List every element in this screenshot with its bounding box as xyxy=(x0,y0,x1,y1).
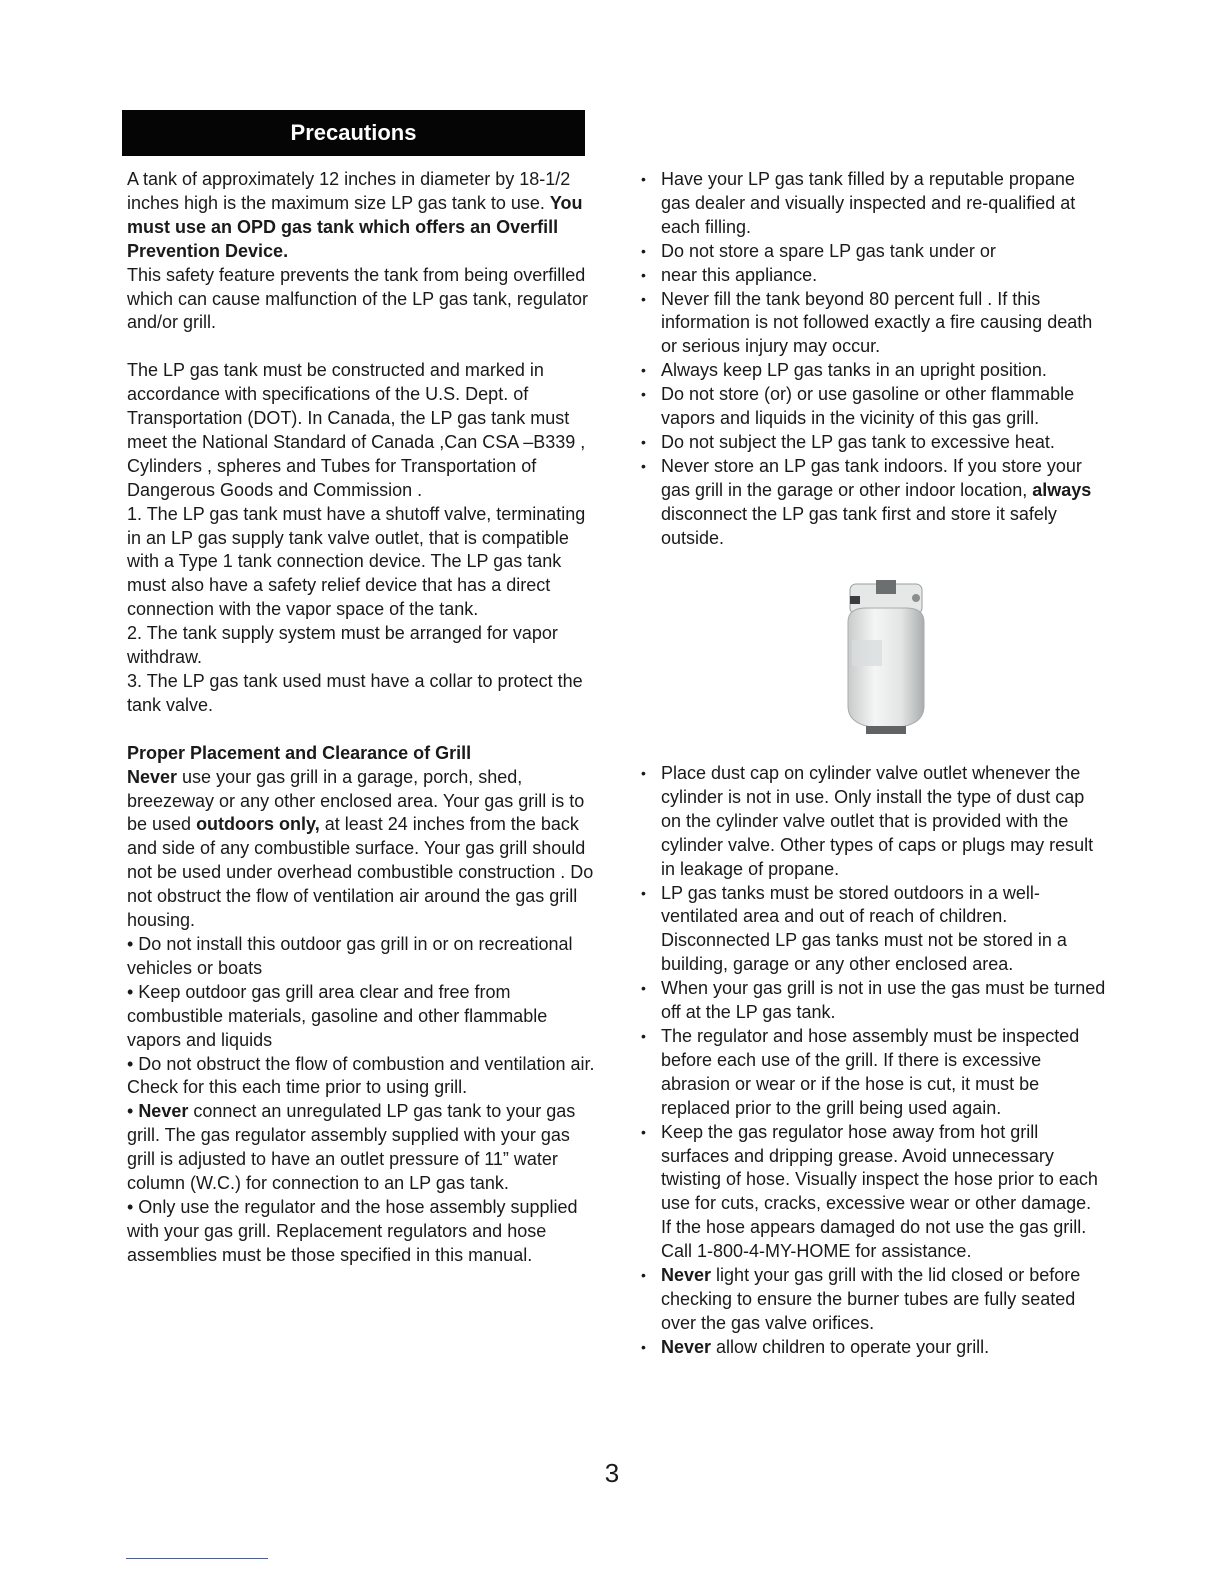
placement-outdoors-only: outdoors only, xyxy=(196,814,320,835)
intro-paragraph xyxy=(127,168,597,264)
page-number: 3 xyxy=(604,1458,620,1488)
bullet-item: • When your gas grill is not in use the gas must be turned off at the LP gas tank. xyxy=(641,977,1106,1025)
bullet-8-text-1: Never store an LP gas tank indoors. If you store your gas grill in the garage or other indoor location, xyxy=(661,455,1082,500)
left-column xyxy=(127,168,597,1268)
placement-never: Never xyxy=(127,766,178,787)
bullet-8-text-2: disconnect the LP gas tank first and store it safely outside. xyxy=(661,503,1057,548)
dot-item-5: • Only use the regulator and the hose assembly supplied with your gas grill. Replacement regulators and hose assemblies must be those specified in this manual. xyxy=(127,1196,578,1265)
placement-text-2: at least 24 inches from the back and side of any combustible surface. Your gas grill should not be used under overhead combustible construction . Do not obstruct the flow of ventilation air around the gas grill housing. xyxy=(127,814,594,931)
bullet-item: • Do not subject the LP gas tank to excessive heat. xyxy=(641,431,1106,455)
numbered-item-3: 3. The LP gas tank used must have a collar to protect the tank valve. xyxy=(127,671,583,715)
bullet-item: • LP gas tanks must be stored outdoors in a well-ventilated area and out of reach of children. Disconnected LP gas tanks must not be stored in a building, garage or any other enclosed area. xyxy=(641,882,1106,978)
bullet-never: Never xyxy=(661,1265,712,1286)
footer-line xyxy=(126,1558,268,1559)
section-heading xyxy=(127,742,597,766)
safety-feature-paragraph: This safety feature prevents the tank from being overfilled which can cause malfunction of the LP gas tank, regulator and/or grill. xyxy=(127,264,588,333)
bullet-never-text: allow children to operate your grill. xyxy=(711,1336,990,1357)
precautions-banner xyxy=(122,110,585,156)
numbered-item-2: 2. The tank supply system must be arranged for vapor withdraw. xyxy=(127,623,558,668)
bullet-item: • Do not store a spare LP gas tank under or xyxy=(641,240,1106,264)
bullet-never: Never xyxy=(661,1336,712,1357)
placement-paragraph xyxy=(127,766,597,933)
intro-bold-text: You must use an OPD gas tank which offers an Overfill Prevention Device. xyxy=(127,192,583,261)
dot-item-2: • Keep outdoor gas grill area clear and free from combustible materials, gasoline and other flammable vapors and liquids xyxy=(127,981,548,1050)
bullet-item xyxy=(641,455,1106,551)
right-column-top xyxy=(641,168,1106,551)
bullet-8-always: always xyxy=(1032,479,1092,500)
dot-paragraph: The LP gas tank must be constructed and marked in accordance with specifications of the U.S. Dept. of Transportation (DOT). In Canada, the LP gas tank must meet the National Standard of Canada ,Can CSA –B339 , Cylinders , spheres and Tubes for Transportation of Dangerous Goods and Commission . xyxy=(127,360,586,500)
bullet-item: • The regulator and hose assembly must be inspected before each use of the grill. If there is excessive abrasion or wear or if the hose is cut, it must be replaced prior to the grill being used again. xyxy=(641,1025,1106,1121)
bullet-item xyxy=(641,1264,1106,1336)
section-heading-text: Proper Placement and Clearance of Grill xyxy=(127,742,472,763)
bullet-item: • Always keep LP gas tanks in an upright position. xyxy=(641,359,1106,383)
dot-item-4 xyxy=(127,1100,597,1196)
banner-title: Precautions xyxy=(290,120,417,145)
dot-item-4-bullet: • xyxy=(127,1101,139,1122)
dot-item-3: • Do not obstruct the flow of combustion and ventilation air. Check for this each time prior to using grill. xyxy=(127,1053,595,1098)
bullet-item xyxy=(641,1336,1106,1360)
bullet-item: • near this appliance. xyxy=(641,264,1106,288)
dot-item-1: • Do not install this outdoor gas grill in or on recreational vehicles or boats xyxy=(127,933,573,978)
dot-item-4-never: Never xyxy=(138,1101,189,1122)
bullet-item: • Never fill the tank beyond 80 percent full . If this information is not followed exactly a fire causing death or serious injury may occur. xyxy=(641,288,1106,360)
right-column-bottom xyxy=(641,762,1106,1360)
bullet-item: • Keep the gas regulator hose away from hot grill surfaces and dripping grease. Avoid unnecessary twisting of hose. Visually inspect the hose prior to each use for cuts, cracks, excessive wear or other damage. If the hose appears damaged do not use the gas grill. Call 1-800-4-MY-HOME for assistance. xyxy=(641,1121,1106,1264)
bullet-item: • Place dust cap on cylinder valve outlet whenever the cylinder is not in use. Only install the type of dust cap on the cylinder valve outlet that is provided with the cylinder valve. Other types of caps or plugs may result in leakage of propane. xyxy=(641,762,1106,882)
numbered-item-1: 1. The LP gas tank must have a shutoff valve, terminating in an LP gas supply tank valve outlet, that is compatible with a Type 1 tank connection device. The LP gas tank must also have a safety relief device that has a direct connection with the vapor space of the tank. xyxy=(127,503,586,620)
bullet-item: • Do not store (or) or use gasoline or other flammable vapors and liquids in the vicinity of this gas grill. xyxy=(641,383,1106,431)
placement-text-1: use your gas grill in a garage, porch, shed, breezeway or any other enclosed area. Your gas grill is to be used xyxy=(127,766,585,835)
dot-item-4-text: connect an unregulated LP gas tank to your gas grill. The gas regulator assembly supplied with your gas grill is adjusted to have an outlet pressure of 11” water column (W.C.) for connection to an LP gas tank. xyxy=(127,1101,576,1194)
lp-gas-tank-image xyxy=(836,578,936,738)
bullet-item: • Have your LP gas tank filled by a reputable propane gas dealer and visually inspected and re-qualified at each filling. xyxy=(641,168,1106,240)
intro-text: A tank of approximately 12 inches in diameter by 18-1/2 inches high is the maximum size LP gas tank to use. xyxy=(127,169,571,213)
bullet-never-text: light your gas grill with the lid closed or before checking to ensure the burner tubes are fully seated over the gas valve orifices. xyxy=(661,1265,1081,1333)
